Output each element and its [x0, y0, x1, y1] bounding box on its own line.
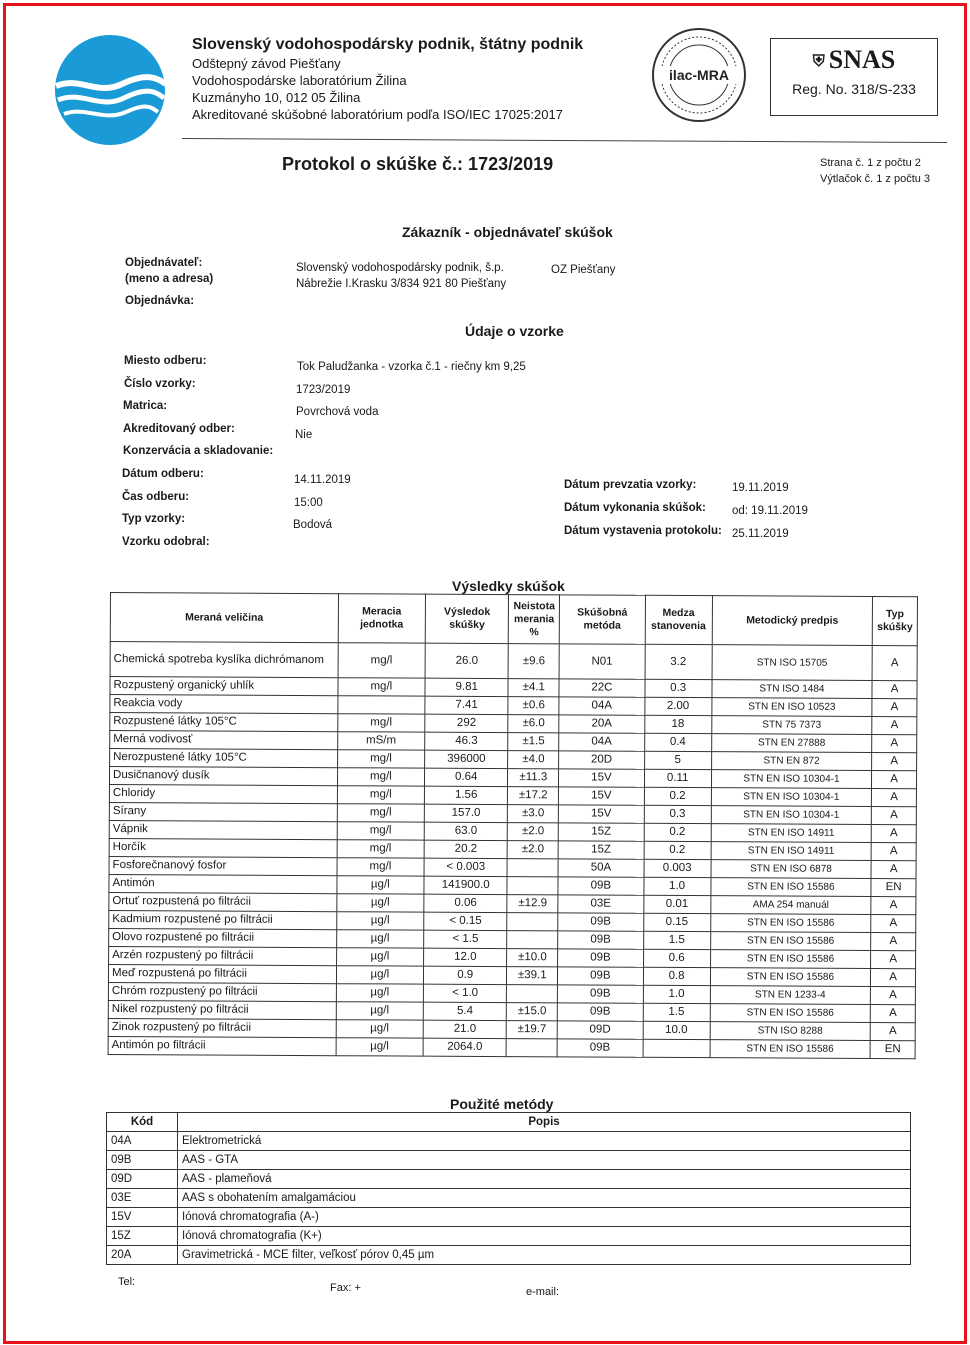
table-cell: STN EN ISO 6878 [711, 860, 872, 879]
table-row [107, 1246, 911, 1265]
table-cell: AAS s obohatením amalgamáciou [178, 1189, 911, 1208]
table-cell: AAS - plameňová [178, 1170, 911, 1189]
table-cell: A [871, 932, 916, 950]
table-cell: 0.64 [425, 768, 508, 786]
table-cell [506, 1039, 557, 1057]
table-cell: 20A [107, 1246, 178, 1265]
table-cell: ±11.3 [508, 769, 559, 787]
table-cell: 0.3 [645, 679, 712, 697]
table-cell: STN ISO 8288 [710, 1022, 871, 1041]
methods-header-cell: Kód [107, 1113, 178, 1132]
table-cell: µg/l [336, 1002, 423, 1020]
table-row [107, 1227, 911, 1246]
table-cell: EN [870, 1040, 915, 1058]
table-cell: ±0.6 [508, 697, 559, 715]
table-cell: 09B [557, 1039, 642, 1057]
table-cell: N01 [559, 644, 645, 679]
customer-name: Slovenský vodohospodársky podnik, š.p. [296, 262, 504, 274]
table-cell: < 0.15 [424, 912, 507, 930]
table-cell: Iónová chromatografia (A-) [178, 1208, 911, 1227]
org-address: Kuzmányho 10, 012 05 Žilina [192, 90, 361, 105]
table-cell: Vápnik [109, 820, 337, 839]
table-cell: < 0.003 [424, 858, 507, 876]
customer-branch: OZ Piešťany [551, 264, 616, 276]
table-cell: ±1.5 [508, 733, 559, 751]
table-cell: µg/l [336, 984, 423, 1002]
page-info [820, 155, 930, 187]
table-cell: 09B [558, 931, 643, 949]
sample-value: Povrchová voda [296, 406, 379, 418]
methods-table [106, 1112, 911, 1265]
results-header-cell: Skúšobná metóda [559, 595, 645, 644]
table-cell: AMA 254 manuál [710, 896, 871, 915]
table-cell: 46.3 [425, 732, 508, 750]
table-cell: Ortuť rozpustená po filtrácii [109, 892, 337, 911]
table-cell: 21.0 [423, 1020, 506, 1038]
table-cell: A [872, 770, 917, 788]
table-cell: µg/l [336, 912, 423, 930]
table-cell: 2064.0 [423, 1038, 506, 1056]
table-cell: AAS - GTA [178, 1151, 911, 1170]
table-cell: ±2.0 [508, 823, 559, 841]
table-cell: ±6.0 [508, 715, 559, 733]
table-cell: 1.5 [643, 931, 710, 949]
table-cell: A [871, 950, 916, 968]
table-cell: A [872, 698, 917, 716]
table-cell: ±15.0 [507, 1003, 558, 1021]
table-cell: Meď rozpustená po filtrácii [108, 964, 336, 983]
table-cell: 10.0 [643, 1021, 710, 1039]
org-name: Slovenský vodohospodársky podnik, štátny podnik [192, 36, 584, 53]
table-row [107, 1132, 911, 1151]
table-cell [507, 877, 558, 895]
table-cell: STN EN 1233-4 [710, 986, 871, 1005]
table-cell: 15Z [107, 1227, 178, 1246]
table-row [110, 642, 917, 681]
sample-date-value: od: 19.11.2019 [732, 505, 808, 517]
results-header-cell: Meraná veličina [110, 593, 338, 643]
table-cell: Zinok rozpustený po filtrácii [108, 1018, 336, 1037]
table-cell: STN EN ISO 10304-1 [711, 806, 872, 825]
table-cell: 15V [559, 805, 644, 823]
sample-label: Matrica: [123, 400, 168, 412]
table-cell: µg/l [337, 876, 424, 894]
table-cell: A [872, 680, 917, 698]
sample-label: Čas odberu: [122, 491, 190, 503]
table-cell: µg/l [336, 1020, 423, 1038]
results-header-cell: Medza stanovenia [645, 595, 712, 644]
table-cell: A [871, 986, 916, 1004]
table-cell: 0.4 [644, 733, 711, 751]
table-row [107, 1170, 911, 1189]
table-cell: Horčík [109, 838, 337, 857]
ilac-mra-seal [650, 26, 748, 124]
footer-email: e-mail: [526, 1286, 560, 1298]
table-cell: mg/l [337, 768, 424, 786]
table-cell: 04A [559, 697, 644, 715]
table-cell: 0.01 [643, 895, 710, 913]
table-cell: 04A [559, 733, 644, 751]
table-row [107, 1189, 911, 1208]
table-cell: 0.2 [644, 823, 711, 841]
table-cell: A [871, 842, 916, 860]
sample-date-label: Dátum vykonania skúšok: [564, 502, 706, 514]
table-row [107, 1208, 911, 1227]
customer-address: Nábrežie I.Krasku 3/834 921 80 Piešťany [296, 278, 507, 290]
table-cell: 0.8 [643, 967, 710, 985]
table-cell: A [872, 716, 917, 734]
sample-value: Nie [295, 429, 313, 441]
table-cell: STN 75 7373 [711, 716, 872, 735]
table-cell: Antimón po filtrácii [108, 1036, 336, 1055]
table-cell: STN EN ISO 15586 [711, 878, 872, 897]
table-cell: 0.003 [644, 859, 711, 877]
table-cell: 26.0 [425, 643, 509, 678]
table-cell: 0.6 [643, 949, 710, 967]
table-cell: A [871, 914, 916, 932]
table-cell: STN EN 27888 [711, 734, 872, 753]
customer-label: Objednávateľ: [125, 257, 203, 269]
table-cell: 18 [644, 715, 711, 733]
table-cell: mg/l [337, 714, 424, 732]
table-cell: 1.5 [643, 1003, 710, 1021]
table-cell: Rozpustený organický uhlík [110, 677, 338, 696]
table-cell: mg/l [337, 750, 424, 768]
table-cell [643, 1039, 710, 1057]
table-cell: A [872, 645, 917, 680]
table-cell: mg/l [338, 643, 426, 678]
organization-header [192, 36, 642, 122]
table-cell: ±39.1 [507, 967, 558, 985]
table-cell: STN EN ISO 15586 [710, 968, 871, 987]
table-cell [507, 931, 558, 949]
table-cell: µg/l [336, 894, 423, 912]
table-cell: A [871, 824, 916, 842]
table-cell: mg/l [337, 822, 424, 840]
table-cell: 09B [107, 1151, 178, 1170]
customer-name-label: (meno a adresa) [125, 273, 214, 285]
copy-count: Výtlačok č. 1 z počtu 3 [820, 173, 931, 185]
table-row [108, 1036, 915, 1058]
sample-value: 14.11.2019 [294, 474, 351, 486]
table-cell: 50A [558, 859, 643, 877]
sample-value: Tok Paludžanka - vzorka č.1 - riečny km 9,25 [297, 361, 526, 373]
snas-mark: SNAS [828, 45, 896, 74]
results-title: Výsledky skúšok [452, 578, 565, 594]
sample-label: Akreditovaný odber: [123, 423, 235, 435]
org-branch: Odštepný závod Piešťany [192, 56, 341, 71]
table-cell: < 1.5 [424, 930, 507, 948]
table-cell: Rozpustené látky 105°C [110, 713, 338, 732]
table-cell: Nerozpustené látky 105°C [110, 749, 338, 768]
table-cell: ±4.1 [508, 679, 559, 697]
table-cell: A [870, 1022, 915, 1040]
table-cell: 292 [425, 714, 508, 732]
results-table [108, 592, 918, 1059]
sample-date-value: 25.11.2019 [732, 528, 789, 540]
table-cell: 7.41 [425, 696, 508, 714]
table-cell: Arzén rozpustený po filtrácii [109, 946, 337, 965]
table-cell [507, 985, 558, 1003]
table-cell: 5 [644, 751, 711, 769]
order-label: Objednávka: [125, 295, 195, 307]
results-header-cell: Meracia jednotka [338, 594, 426, 643]
results-header-cell: Neistota merania % [509, 595, 560, 644]
table-cell: 1.56 [424, 786, 507, 804]
table-cell: 3.2 [645, 644, 712, 679]
table-cell: 09D [557, 1021, 642, 1039]
table-cell: ±12.9 [507, 895, 558, 913]
results-header-cell: Typ skúšky [872, 596, 917, 645]
table-cell: A [872, 806, 917, 824]
table-cell: STN EN ISO 15586 [710, 950, 871, 969]
table-cell: 15V [559, 769, 644, 787]
table-cell: Reakcia vody [110, 695, 338, 714]
table-cell: 0.2 [644, 841, 711, 859]
table-cell: 15V [107, 1208, 178, 1227]
table-cell: mg/l [337, 858, 424, 876]
sample-date-label: Dátum vystavenia protokolu: [564, 525, 722, 537]
table-cell: 09D [107, 1170, 178, 1189]
shield-icon: ⛨ [812, 53, 825, 71]
table-cell: STN EN ISO 15586 [710, 1004, 871, 1023]
table-cell: A [871, 860, 916, 878]
sample-label: Vzorku odobral: [122, 536, 210, 548]
sample-date-label: Dátum prevzatia vzorky: [564, 479, 697, 491]
table-cell: STN EN ISO 14911 [711, 824, 872, 843]
table-cell: Antimón [109, 874, 337, 893]
table-cell: A [872, 734, 917, 752]
table-cell: A [872, 752, 917, 770]
table-cell: EN [871, 878, 916, 896]
table-cell: Chemická spotreba kyslíka dichrómanom [110, 642, 338, 678]
table-cell: Elektrometrická [178, 1132, 911, 1151]
table-cell: < 1.0 [423, 984, 506, 1002]
table-cell: 03E [558, 895, 643, 913]
table-cell: Fosforečnanový fosfor [109, 856, 337, 875]
table-row [107, 1151, 911, 1170]
table-cell: 157.0 [424, 804, 507, 822]
sample-label: Číslo vzorky: [124, 378, 196, 390]
methods-header-cell: Popis [178, 1113, 911, 1132]
table-cell: mg/l [337, 786, 424, 804]
table-cell: STN EN ISO 15586 [710, 932, 871, 951]
table-cell: ±9.6 [508, 644, 559, 679]
table-cell: 20.2 [424, 840, 507, 858]
table-cell: 04A [107, 1132, 178, 1151]
page-count: Strana č. 1 z počtu 2 [820, 157, 921, 169]
table-cell: 0.15 [643, 913, 710, 931]
sample-label: Typ vzorky: [122, 513, 186, 525]
table-cell: 09B [558, 985, 643, 1003]
sample-value: 1723/2019 [296, 384, 351, 396]
table-cell: 1.0 [643, 985, 710, 1003]
results-header-row [110, 593, 917, 646]
table-cell: 0.2 [644, 787, 711, 805]
snas-badge [770, 38, 938, 116]
table-cell: 09B [558, 949, 643, 967]
table-cell: 20A [559, 715, 644, 733]
table-cell: 0.3 [644, 805, 711, 823]
table-cell: mS/m [337, 732, 424, 750]
results-header-cell: Metodický predpis [712, 596, 873, 646]
table-cell: A [872, 788, 917, 806]
table-cell: mg/l [337, 840, 424, 858]
table-cell: 20D [559, 751, 644, 769]
table-cell: 0.9 [424, 966, 507, 984]
table-cell: 1.0 [643, 877, 710, 895]
table-cell: µg/l [336, 1038, 423, 1056]
table-cell [507, 913, 558, 931]
table-cell: 0.06 [424, 894, 507, 912]
table-cell: 141900.0 [424, 876, 507, 894]
table-cell: 9.81 [425, 678, 508, 696]
table-cell: STN EN ISO 15586 [710, 1040, 871, 1059]
table-cell: 12.0 [424, 948, 507, 966]
sample-date-value: 19.11.2019 [732, 482, 789, 494]
table-cell: 09B [558, 967, 643, 985]
table-cell: 22C [559, 679, 644, 697]
table-cell: Kadmium rozpustené po filtrácii [109, 910, 337, 929]
table-cell: Chloridy [109, 785, 337, 804]
table-cell: Iónová chromatografia (K+) [178, 1227, 911, 1246]
table-cell: µg/l [336, 948, 423, 966]
table-cell: A [870, 1004, 915, 1022]
ilac-label: ilac-MRA [669, 67, 729, 83]
methods-title: Použité metódy [450, 1096, 554, 1112]
table-cell: 15Z [558, 841, 643, 859]
table-cell: STN EN ISO 10304-1 [711, 770, 872, 789]
table-cell: 63.0 [424, 822, 507, 840]
table-cell: 0.11 [644, 769, 711, 787]
table-cell: STN EN 872 [711, 752, 872, 771]
table-cell: 03E [107, 1189, 178, 1208]
table-cell: STN EN ISO 10523 [712, 698, 873, 717]
table-cell: Olovo rozpustené po filtrácii [109, 928, 337, 947]
table-cell: 09B [558, 877, 643, 895]
results-header-cell: Výsledok skúšky [425, 594, 509, 643]
table-cell: STN EN ISO 10304-1 [711, 788, 872, 807]
sample-title: Údaje o vzorke [465, 323, 564, 339]
table-cell: 15Z [558, 823, 643, 841]
org-lab: Vodohospodárske laboratórium Žilina [192, 73, 407, 88]
table-cell: 2.00 [644, 697, 711, 715]
table-cell: mg/l [338, 678, 425, 696]
table-cell [507, 859, 558, 877]
sample-label: Konzervácia a skladovanie: [123, 445, 274, 457]
sample-value: Bodová [293, 519, 333, 531]
table-cell: Dusičnanový dusík [109, 767, 337, 786]
table-cell: A [871, 896, 916, 914]
table-cell: ±19.7 [507, 1021, 558, 1039]
protocol-title: Protokol o skúške č.: 1723/2019 [282, 154, 554, 174]
table-cell: ±3.0 [508, 805, 559, 823]
table-cell: 09B [558, 913, 643, 931]
sample-value: 15:00 [294, 497, 323, 509]
footer-tel: Tel: [118, 1276, 136, 1288]
table-cell: ±2.0 [508, 841, 559, 859]
table-cell: µg/l [336, 966, 423, 984]
table-cell: ±10.0 [507, 949, 558, 967]
table-cell [338, 696, 425, 714]
org-accreditation: Akreditované skúšobné laboratórium podľa ISO/IEC 17025:2017 [192, 107, 563, 122]
table-cell: STN ISO 1484 [712, 680, 873, 699]
table-cell: Nikel rozpustený po filtrácii [108, 1000, 336, 1019]
table-cell: STN EN ISO 14911 [711, 842, 872, 861]
table-cell: 09B [557, 1003, 642, 1021]
customer-title: Zákazník - objednávateľ skúšok [402, 224, 613, 240]
table-cell: Gravimetrická - MCE filter, veľkosť pórov 0,45 µm [178, 1246, 911, 1265]
table-cell: STN ISO 15705 [712, 645, 873, 681]
svp-logo [52, 34, 168, 146]
table-cell: Sírany [109, 802, 337, 821]
table-cell: µg/l [336, 930, 423, 948]
snas-reg: Reg. No. 318/S-233 [792, 81, 916, 97]
table-cell: ±4.0 [508, 751, 559, 769]
table-cell: Merná vodivosť [110, 731, 338, 750]
table-cell: mg/l [337, 804, 424, 822]
table-cell: STN EN ISO 15586 [710, 914, 871, 933]
sample-label: Miesto odberu: [124, 355, 207, 367]
footer-fax: Fax: + [330, 1282, 361, 1294]
table-cell: ±17.2 [508, 787, 559, 805]
table-cell: 15V [559, 787, 644, 805]
table-cell: A [871, 968, 916, 986]
table-cell: Chróm rozpustený po filtrácii [108, 982, 336, 1001]
methods-header-row [107, 1113, 911, 1132]
table-cell: 396000 [425, 750, 508, 768]
table-cell: 5.4 [423, 1002, 506, 1020]
sample-label: Dátum odberu: [122, 468, 204, 480]
